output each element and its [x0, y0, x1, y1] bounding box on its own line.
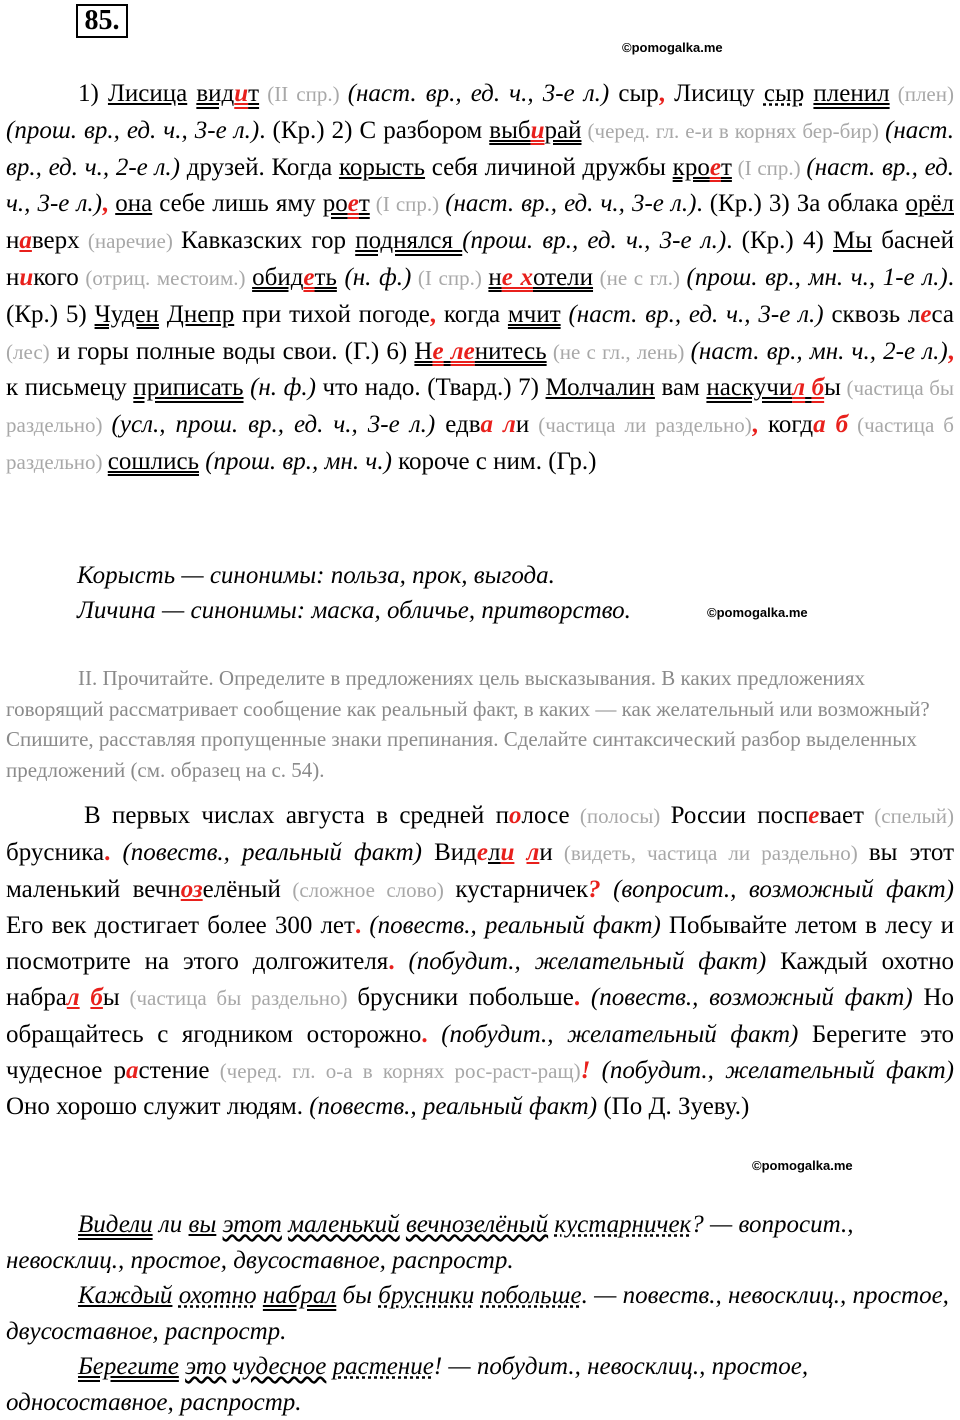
parse-sentence-2: Каждый охотно набрал бы брусники побольше. — повеств., невосклиц., простое, двусоставное, распростр. [6, 1282, 949, 1345]
task-instructions: II. Прочитайте. Определите в предложениях цель высказывания. В каких предложениях говорящий рассматривает сообщение как реальный факт, в каких — как желательный или возможный? Спишите, расставляя пропущенные знаки препинания. Сделайте синтаксический разбор выделенных предложений (см. образец на с. 54). [6, 666, 930, 782]
watermark: ©pomogalka.me [622, 40, 723, 55]
watermark: ©pomogalka.me [707, 605, 808, 620]
parse-sentence-3: Берегите это чудесное растение! — побудит., невосклиц., простое, односоставное, распростр. [6, 1353, 809, 1416]
exercise-number: 85. [76, 4, 128, 38]
parse-sentence-1: Видели ли вы этот маленький вечнозелёный кустарничек? — вопросит., невосклиц., простое, двусоставное, распростр. [6, 1211, 854, 1274]
synonyms-lichina: Личина — синонимы: маска, обличье, притворство. [77, 597, 631, 624]
watermark: ©pomogalka.me [752, 1158, 853, 1173]
exercise-text-part1: 1) Лисица видит (II спр.) (наст. вр., ед. ч., 3-е л.) сыр, Лисицу сыр пленил (плен) (прош. вр., ед. ч., 3-е л.). (Кр.) 2) С разбором выбирай (черед. гл. е-и в корнях бер-бир) (наст. вр., ед. ч., 2-е л.) друзей. Когда корысть себя личиной дружбы кроет (I спр.) (наст. вр., ед. ч., 3-е л.), она себе лишь яму роет (I спр.) (наст. вр., ед. ч., 3-е л.). (Кр.) 3) За облака орёл наверх (наречие) Кавказских гор поднялся (прош. вр., ед. ч., 3-е л.). (Кр.) 4) Мы басней никого (отриц. местоим.) обидеть (н. ф.) (I спр.) не хотели (не с гл.) (прош. вр., мн. ч., 1-е л.). (Кр.) 5) Чуден Днепр при тихой погоде, когда мчит (наст. вр., ед. ч., 3-е л.) сквозь леса (лес) и горы полные воды свои. (Г.) 6) Не ленитесь (не с гл., лень) (наст. вр., мн. ч., 2-е л.), к письмецу приписать (н. ф.) что надо. (Твард.) 7) Молчалин вам наскучил бы (частица бы раздельно) (усл., прош. вр., ед. ч., 3-е л.) едва ли (частица ли раздельно), когда б (частица б раздельно) сошлись (прош. вр., мн. ч.) короче с ним. (Гр.) [6, 80, 955, 475]
exercise-text-part2: В первых числах августа в средней полосе (полосы) России поспевает (спелый) брусника. (повеств., реальный факт) Видели ли (видеть, частица ли раздельно) вы этот маленький вечнозелёный (сложное слово) кустарничек? (вопросит., возможный факт) Его век достигает более 300 лет. (повеств., реальный факт) Побывайте летом в лесу и посмотрите на этого долгожителя. (побудит., желательный факт) Каждый охотно набрал бы (частица бы раздельно) брусники побольше. (повеств., возможный факт) Но обращайтесь с ягодником осторожно. (побудит., желательный факт) Берегите это чудесное растение (черед. гл. о-а в корнях рос-раст-ращ)! (побудит., желательный факт) Оно хорошо служит людям. (повеств., реальный факт) (По Д. Зуеву.) [6, 802, 955, 1121]
synonyms-korist: Корысть — синонимы: польза, прок, выгода. [77, 562, 555, 589]
